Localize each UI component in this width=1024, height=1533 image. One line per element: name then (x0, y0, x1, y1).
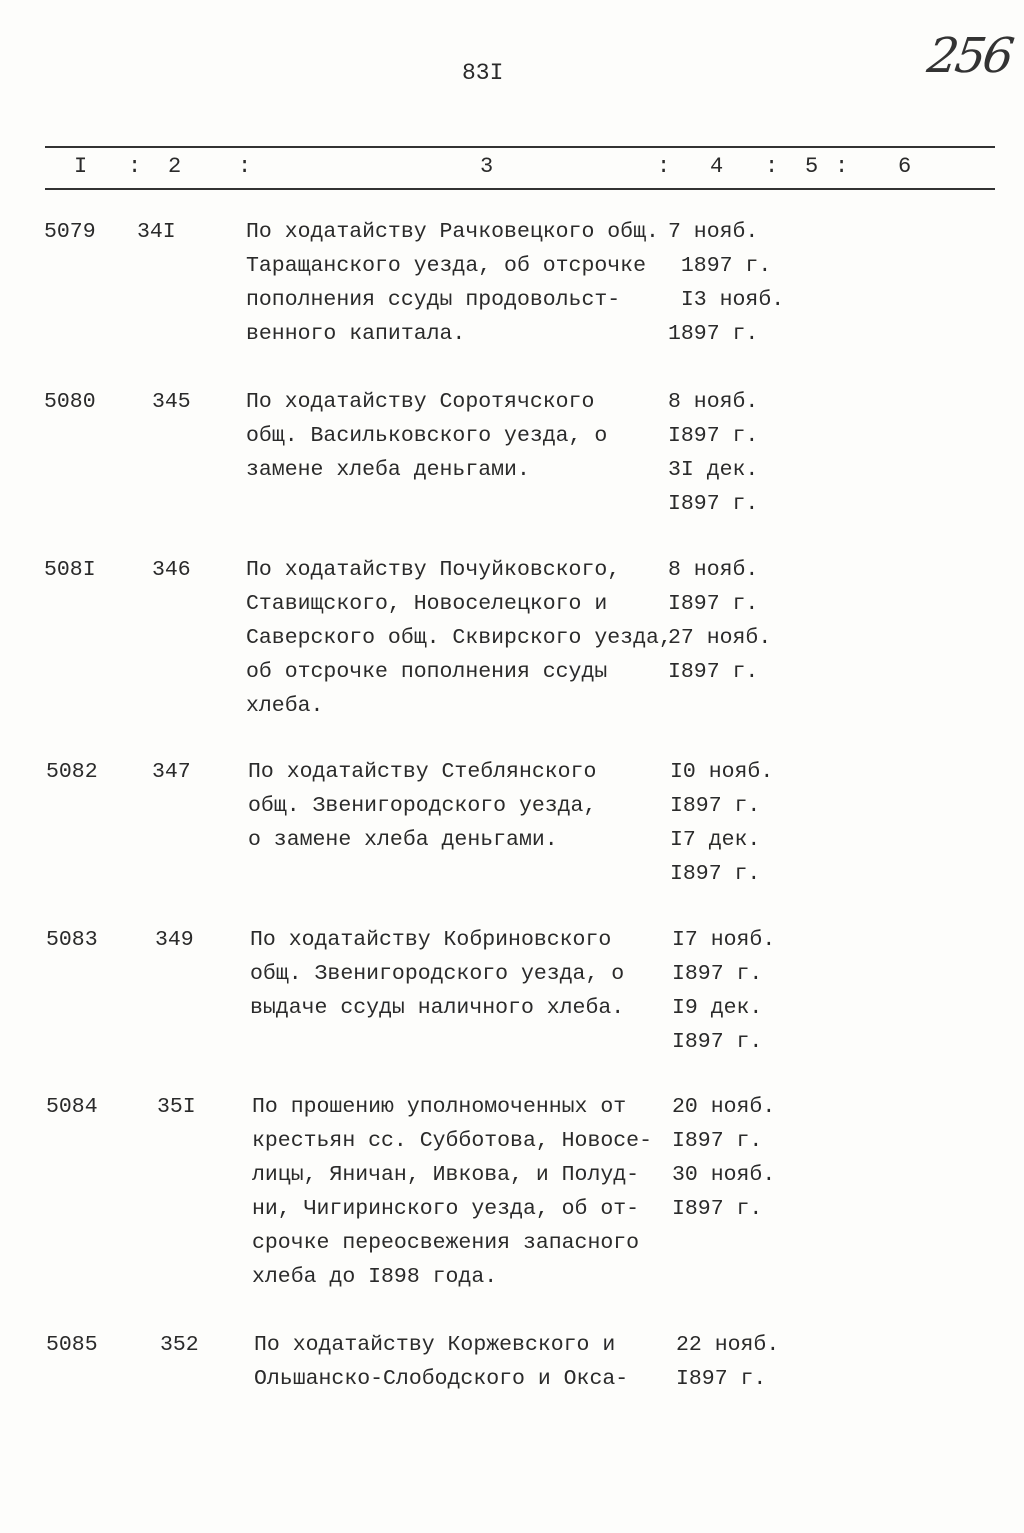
date-line: 3I дек. (668, 458, 759, 482)
entry-description (246, 385, 607, 487)
date-line: 20 нояб. (672, 1095, 776, 1119)
description-line: По ходатайству Соротячского (246, 390, 595, 414)
header-col-6: 6 (898, 154, 912, 179)
description-line: Ольшанско-Слободского и Окса- (254, 1367, 629, 1391)
header-sep: : (238, 154, 252, 179)
header-col-5: 5 (805, 154, 819, 179)
description-line: срочке переосвежения запасного (252, 1231, 640, 1255)
date-line: 27 нояб. (668, 626, 772, 650)
date-line: I897 г. (670, 862, 761, 886)
entry-number: 508I (44, 558, 96, 582)
header-sep: : (835, 154, 849, 179)
description-line: По ходатайству Стеблянского (248, 760, 597, 784)
description-line: крестьян сс. Субботова, Новосе- (252, 1129, 652, 1153)
description-line: ни, Чигиринского уезда, об от- (252, 1197, 640, 1221)
description-line: общ. Звенигородского уезда, о (250, 962, 625, 986)
date-line: 1897 г. (668, 254, 772, 278)
file-number: 346 (152, 558, 191, 582)
date-line: I0 нояб. (670, 760, 774, 784)
date-line: I7 нояб. (672, 928, 776, 952)
entry-dates (668, 215, 784, 351)
header-bottom-rule (45, 188, 995, 190)
date-line: I3 нояб. (668, 288, 785, 312)
date-line: I897 г. (672, 962, 763, 986)
header-col-4: 4 (710, 154, 724, 179)
file-number: 347 (152, 760, 191, 784)
date-line: 1897 г. (668, 322, 759, 346)
entry-dates (668, 553, 771, 689)
description-line: о замене хлеба деньгами. (248, 828, 558, 852)
file-number: 349 (155, 928, 194, 952)
description-line: Саверского общ. Сквирского уезда, (246, 626, 672, 650)
date-line: 7 нояб. (668, 220, 759, 244)
entry-number: 5085 (46, 1333, 98, 1357)
description-line: По ходатайству Кобриновского (250, 928, 612, 952)
description-line: Таращанского уезда, об отсрочке (246, 254, 646, 278)
entry-dates (670, 755, 773, 891)
date-line: 8 нояб. (668, 558, 759, 582)
description-line: Ставищского, Новоселецкого и (246, 592, 608, 616)
date-line: I9 дек. (672, 996, 763, 1020)
description-line: По ходатайству Почуйковского, (246, 558, 621, 582)
entry-description (254, 1328, 628, 1396)
description-line: замене хлеба деньгами. (246, 458, 530, 482)
header-sep: : (128, 154, 142, 179)
date-line: 8 нояб. (668, 390, 759, 414)
date-line: I897 г. (676, 1367, 767, 1391)
description-line: лицы, Яничан, Ивкова, и Полуд- (252, 1163, 640, 1187)
date-line: I897 г. (668, 660, 759, 684)
entry-description (252, 1090, 652, 1294)
entry-dates (672, 923, 775, 1059)
entry-description (246, 553, 672, 723)
description-line: По прошению уполномоченных от (252, 1095, 627, 1119)
date-line: I897 г. (670, 794, 761, 818)
header-col-3: 3 (480, 154, 494, 179)
entry-description (248, 755, 596, 857)
entry-description (246, 215, 659, 351)
header-top-rule (45, 146, 995, 148)
entry-number: 5079 (44, 220, 96, 244)
entry-dates (668, 385, 758, 521)
entry-number: 5080 (44, 390, 96, 414)
date-line: I7 дек. (670, 828, 761, 852)
description-line: общ. Звенигородского уезда, (248, 794, 597, 818)
date-line: I897 г. (672, 1129, 763, 1153)
header-col-2: 2 (168, 154, 182, 179)
description-line: выдаче ссуды наличного хлеба. (250, 996, 625, 1020)
file-number: 352 (160, 1333, 199, 1357)
description-line: По ходатайству Коржевского и (254, 1333, 616, 1357)
date-line: I897 г. (672, 1197, 763, 1221)
file-number: 35I (157, 1095, 196, 1119)
description-line: венного капитала. (246, 322, 466, 346)
date-line: I897 г. (668, 424, 759, 448)
entry-dates (672, 1090, 775, 1226)
entry-dates (676, 1328, 779, 1396)
description-line: об отсрочке пополнения ссуды (246, 660, 608, 684)
header-sep: : (765, 154, 779, 179)
page-number: 83I (462, 60, 504, 86)
date-line: I897 г. (668, 592, 759, 616)
date-line: I897 г. (668, 492, 759, 516)
file-number: 34I (137, 220, 176, 244)
entry-description (250, 923, 624, 1025)
description-line: хлеба. (246, 694, 324, 718)
description-line: По ходатайству Рачковецкого общ. (246, 220, 659, 244)
file-number: 345 (152, 390, 191, 414)
date-line: 22 нояб. (676, 1333, 780, 1357)
description-line: хлеба до I898 года. (252, 1265, 498, 1289)
date-line: I897 г. (672, 1030, 763, 1054)
header-col-1: I (74, 154, 88, 179)
entry-number: 5082 (46, 760, 98, 784)
header-sep: : (657, 154, 671, 179)
entry-number: 5083 (46, 928, 98, 952)
date-line: 30 нояб. (672, 1163, 776, 1187)
handwritten-folio-number: 256 (924, 28, 1015, 84)
entry-number: 5084 (46, 1095, 98, 1119)
description-line: пополнения ссуды продовольст- (246, 288, 621, 312)
description-line: общ. Васильковского уезда, о (246, 424, 608, 448)
